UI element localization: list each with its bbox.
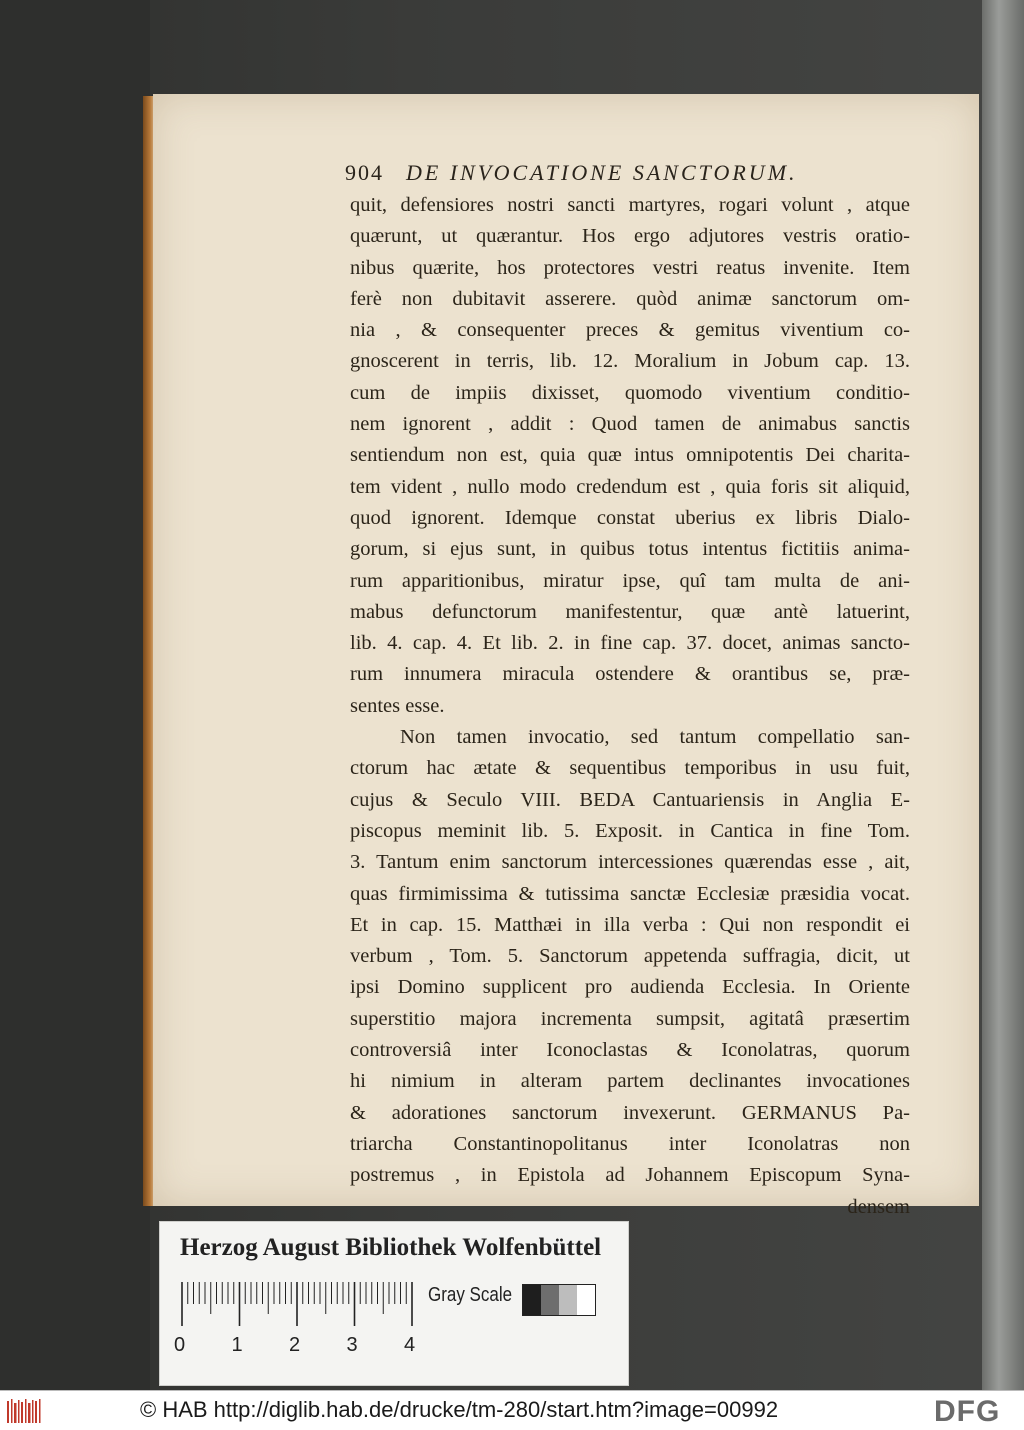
- text-line: nem ignorent , addit : Quod tamen de animabus sanctis: [350, 413, 910, 436]
- plastic-sleeve: [982, 0, 1024, 1390]
- text-line: quod ignorent. Idemque constat uberius ex libris Dialo-: [350, 506, 910, 529]
- grayscale-patch: [559, 1285, 577, 1315]
- text-line: gnoscerent in terris, lib. 12. Moralium in Jobum cap. 13.: [350, 350, 910, 373]
- ruler-digit: 3: [346, 1334, 358, 1356]
- text-line: cum de impiis dixisset, quomodo viventium conditio-: [350, 381, 910, 404]
- text-line: ctorum hac ætate & sequentibus temporibus in usu fuit,: [350, 757, 910, 780]
- cardboard-background: [0, 0, 150, 1390]
- text-line: Non tamen invocatio, sed tantum compellatio san-: [400, 726, 910, 749]
- library-name: Herzog August Bibliothek Wolfenbüttel: [180, 1234, 602, 1261]
- text-line: nibus quærite, hos protectores vestri reatus invenite. Item: [350, 256, 910, 279]
- grayscale-label: Gray Scale: [428, 1284, 513, 1306]
- ruler-digit: 0: [174, 1334, 186, 1356]
- text-line: hi nimium in alteram partem declinantes invocationes: [350, 1070, 910, 1093]
- body-text: [350, 190, 910, 1223]
- text-line: triarcha Constantinopolitanus inter Iconolatras non: [350, 1132, 910, 1155]
- text-line: postremus , in Epistola ad Johannem Episcopum Syna-: [350, 1164, 910, 1187]
- text-line: rum innumera miracula ostendere & orantibus se, præ-: [350, 663, 910, 686]
- grayscale-swatch: [522, 1284, 596, 1316]
- grayscale-patch: [577, 1285, 595, 1315]
- copyright-url-link[interactable]: © HAB http://diglib.hab.de/drucke/tm-280/start.htm?image=00992: [140, 1397, 779, 1422]
- text-line: ipsi Domino supplicent pro audienda Ecclesia. In Oriente: [350, 976, 910, 999]
- text-line: piscopus meminit lib. 5. Exposit. in Cantica in fine Tom.: [350, 819, 910, 842]
- running-title: DE INVOCATIONE SANCTORUM.: [406, 160, 798, 185]
- text-line: gorum, si ejus sunt, in quibus totus intentus fictitiis anima-: [350, 538, 910, 561]
- text-line: verbum , Tom. 5. Sanctorum appetenda suffragia, dicit, ut: [350, 945, 910, 968]
- text-line: tem vident , nullo modo credendum est , quia foris sit aliquid,: [350, 475, 910, 498]
- text-line: sentes esse.: [350, 694, 445, 717]
- scale-ruler: [180, 1280, 420, 1330]
- text-line: & adorationes sanctorum invexerunt. GERMANUS Pa-: [350, 1101, 910, 1124]
- dfg-logo: DFG: [934, 1395, 1001, 1428]
- text-line: quærunt, ut quærantur. Hos ergo adjutores vestris oratio-: [350, 225, 910, 248]
- page-header: [345, 160, 835, 194]
- text-line: densem: [847, 1195, 910, 1218]
- text-line: sentiendum non est, quia quæ intus omnipotentis Dei charita-: [350, 444, 910, 467]
- text-line: Et in cap. 15. Matthæi in illa verba : Qui non respondit ei: [350, 913, 910, 936]
- text-line: controversiâ inter Iconoclastas & Iconolatras, quorum: [350, 1039, 910, 1062]
- grayscale-patch: [523, 1285, 541, 1315]
- text-line: superstitio majora incrementa sumpsit, agitatâ præsertim: [350, 1007, 910, 1030]
- text-line: nia , & consequenter preces & gemitus viventium co-: [350, 319, 910, 342]
- hab-barcode-icon: [6, 1397, 42, 1425]
- ruler-digit: 1: [231, 1334, 243, 1356]
- text-line: quas firmimissima & tutissima sanctæ Ecclesiæ præsidia vocat.: [350, 882, 910, 905]
- page-number: 904: [345, 160, 384, 185]
- grayscale-patch: [541, 1285, 559, 1315]
- text-line: ferè non dubitavit asserere. quòd animæ sanctorum om-: [350, 287, 910, 310]
- ruler-digit: 4: [404, 1334, 416, 1356]
- library-label-card: [159, 1221, 629, 1386]
- text-line: mabus defunctorum manifestentur, quæ antè latuerint,: [350, 600, 910, 623]
- text-line: 3. Tantum enim sanctorum intercessiones quærendas esse , ait,: [350, 851, 910, 874]
- text-line: cujus & Seculo VIII. BEDA Cantuariensis in Anglia E-: [350, 788, 910, 811]
- text-line: rum apparitionibus, miratur ipse, quî tam multa de ani-: [350, 569, 910, 592]
- text-line: quit, defensiores nostri sancti martyres, rogari volunt , atque: [350, 194, 910, 216]
- ruler-digits: [174, 1334, 424, 1364]
- ruler-digit: 2: [289, 1334, 301, 1356]
- text-line: lib. 4. cap. 4. Et lib. 2. in fine cap. 37. docet, animas sancto-: [350, 632, 910, 655]
- footer-bar: [0, 1390, 1024, 1430]
